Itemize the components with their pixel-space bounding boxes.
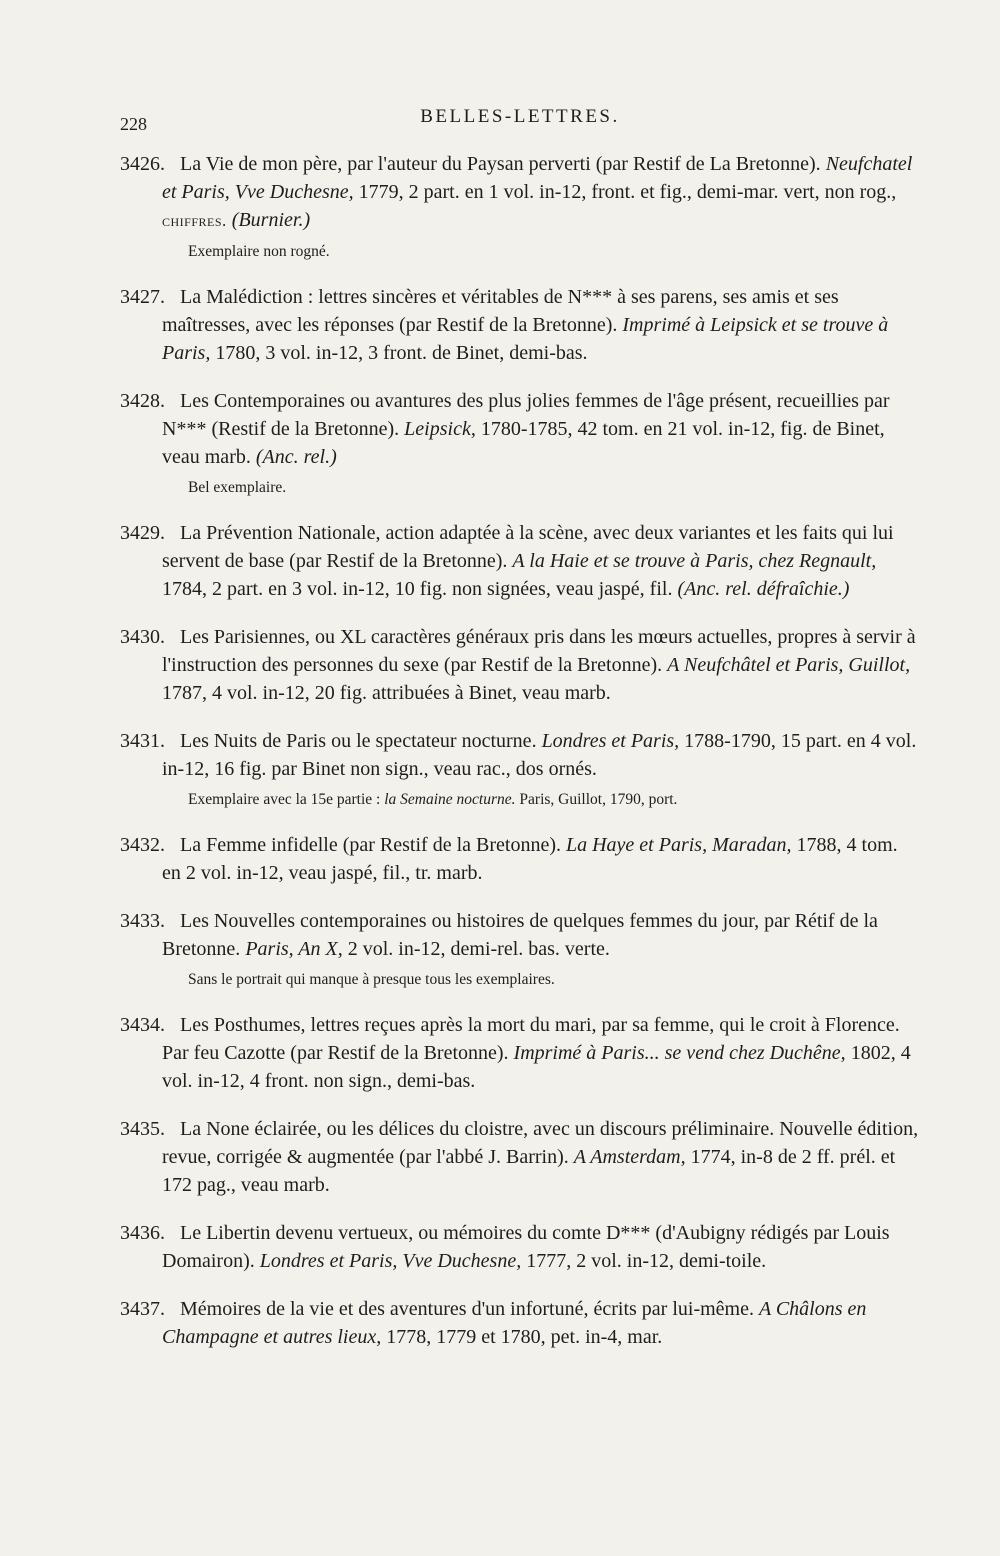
entry-text <box>120 831 920 887</box>
entry-description: 1788-1790, 15 part. en 4 vol. in-12, 16 fig. par Binet non sign., veau rac., dos ornés. <box>162 730 917 780</box>
entry-description: 1774, in-8 de 2 ff. prél. et 172 pag., veau marb. <box>162 1146 896 1196</box>
entry-description: 2 vol. in-12, demi-rel. bas. verte. <box>347 938 610 960</box>
catalogue-entry <box>120 1295 920 1351</box>
entry-imprint: A la Haie et se trouve à Paris, chez Regnault, <box>512 550 877 572</box>
entry-note: Bel exemplaire. <box>188 479 287 496</box>
entry-imprint: Londres et Paris, <box>541 730 680 752</box>
catalogue-entry <box>120 1011 920 1095</box>
entry-title: La Malédiction : lettres sincères et véritables de N*** à ses parens, ses amis et ses maîtresses, avec les réponses (par Restif de la Bretonne). <box>162 286 839 336</box>
page-header <box>120 100 920 140</box>
entry-title: La Prévention Nationale, action adaptée à la scène, avec deux variantes et les faits qui lui servent de base (par Restif de la Bretonne). <box>162 522 894 572</box>
entry-number: 3433. <box>120 910 165 932</box>
entry-number: 3432. <box>120 834 165 856</box>
entry-imprint: Londres et Paris, Vve Duchesne, <box>259 1250 522 1272</box>
entry-title: La Femme infidelle (par Restif de la Bretonne). <box>180 834 561 856</box>
entry-text <box>120 1219 920 1275</box>
entry-number: 3435. <box>120 1118 165 1140</box>
entry-description: 1780-1785, 42 tom. en 21 vol. in-12, fig. de Binet, veau marb. <box>162 418 885 468</box>
entry-provenance: (Burnier.) <box>231 209 311 231</box>
catalogue-entries <box>120 150 920 1351</box>
entry-title: Les Nouvelles contemporaines ou histoires de quelques femmes du jour, par Rétif de la Bretonne. <box>162 910 878 960</box>
entry-text <box>120 150 920 235</box>
entry-description: 1787, 4 vol. in-12, 20 fig. attribuées à Binet, veau marb. <box>162 682 611 704</box>
entry-description: 1784, 2 part. en 3 vol. in-12, 10 fig. non signées, veau jaspé, fil. <box>162 578 673 600</box>
entry-text <box>120 1115 920 1199</box>
catalogue-entry <box>120 907 920 991</box>
catalogue-entry <box>120 283 920 367</box>
page-number: 228 <box>120 114 147 134</box>
catalogue-entry <box>120 727 920 811</box>
entry-title: Les Nuits de Paris ou le spectateur nocturne. <box>180 730 537 752</box>
entry-imprint: Paris, An X, <box>245 938 343 960</box>
entry-title: Les Posthumes, lettres reçues après la mort du mari, par sa femme, qui le croit à Florence. Par feu Cazotte (par Restif de la Bretonne). <box>162 1014 900 1064</box>
entry-text <box>120 1295 920 1351</box>
entry-imprint: A Amsterdam, <box>573 1146 686 1168</box>
entry-number: 3427. <box>120 286 165 308</box>
entry-note: Sans le portrait qui manque à presque tous les exemplaires. <box>188 971 555 988</box>
catalogue-entry <box>120 519 920 603</box>
entry-imprint: Neufchatel et Paris, Vve Duchesne, <box>162 153 913 203</box>
entry-text <box>120 727 920 783</box>
entry-title: La None éclairée, ou les délices du cloistre, avec un discours préliminaire. Nouvelle édition, revue, corrigée & augmentée (par l'abbé J. Barrin). <box>162 1118 919 1168</box>
catalogue-entry <box>120 623 920 707</box>
entry-title: Les Contemporaines ou avantures des plus jolies femmes de l'âge présent, recueillies par N*** (Restif de la Bretonne). <box>162 390 890 440</box>
entry-text <box>120 519 920 603</box>
entry-number: 3437. <box>120 1298 165 1320</box>
catalogue-entry <box>120 387 920 499</box>
entry-imprint: Imprimé à Leipsick et se trouve à Paris, <box>162 314 889 364</box>
entry-title: Mémoires de la vie et des aventures d'un infortuné, écrits par lui-même. <box>180 1298 754 1320</box>
entry-text <box>120 283 920 367</box>
entry-number: 3426. <box>120 153 165 175</box>
entry-imprint: Leipsick, <box>404 418 476 440</box>
entry-number: 3431. <box>120 730 165 752</box>
entry-description: 1779, 2 part. en 1 vol. in-12, front. et fig., demi-mar. vert, non rog., <box>358 181 897 203</box>
entry-title: Les Parisiennes, ou XL caractères généraux pris dans les mœurs actuelles, propres à servir à l'instruction des personnes du sexe (par Restif de la Bretonne). <box>162 626 916 676</box>
note-text: Exemplaire avec la 15e partie : <box>188 791 381 808</box>
entry-text <box>120 387 920 471</box>
entry-note <box>188 789 920 811</box>
entry-imprint: Imprimé à Paris... se vend chez Duchêne, <box>513 1042 846 1064</box>
entry-note: Exemplaire non rogné. <box>188 243 330 260</box>
entry-number: 3429. <box>120 522 165 544</box>
catalogue-entry <box>120 150 920 263</box>
entry-imprint: A Châlons en Champagne et autres lieux, <box>162 1298 867 1348</box>
catalogue-entry <box>120 1219 920 1275</box>
catalogue-entry <box>120 1115 920 1199</box>
entry-number: 3436. <box>120 1222 165 1244</box>
entry-imprint: A Neufchâtel et Paris, Guillot, <box>667 654 911 676</box>
entry-number: 3428. <box>120 390 165 412</box>
entry-text <box>120 1011 920 1095</box>
entry-description: 1802, 4 vol. in-12, 4 front. non sign., demi-bas. <box>162 1042 911 1092</box>
entry-title: La Vie de mon père, par l'auteur du Paysan perverti (par Restif de La Bretonne). <box>180 153 821 175</box>
entry-number: 3430. <box>120 626 165 648</box>
entry-title: Le Libertin devenu vertueux, ou mémoires du comte D*** (d'Aubigny rédigés par Louis Domairon). <box>162 1222 890 1272</box>
entry-description: 1777, 2 vol. in-12, demi-toile. <box>526 1250 767 1272</box>
note-text: Paris, Guillot, 1790, port. <box>519 791 678 808</box>
entry-text <box>120 623 920 707</box>
entry-smallcaps: chiffres. <box>162 211 227 230</box>
entry-description: 1788, 4 tom. en 2 vol. in-12, veau jaspé, fil., tr. marb. <box>162 834 898 884</box>
entry-binding: (Anc. rel. défraîchie.) <box>677 578 850 600</box>
entry-number: 3434. <box>120 1014 165 1036</box>
entry-description: 1780, 3 vol. in-12, 3 front. de Binet, demi-bas. <box>215 342 588 364</box>
entry-text <box>120 907 920 963</box>
entry-binding: (Anc. rel.) <box>255 446 337 468</box>
entry-imprint: La Haye et Paris, Maradan, <box>565 834 792 856</box>
entry-description: 1778, 1779 et 1780, pet. in-4, mar. <box>386 1326 663 1348</box>
note-italic: la Semaine nocturne. <box>384 791 516 808</box>
running-title: BELLES-LETTRES. <box>420 106 620 127</box>
catalogue-entry <box>120 831 920 887</box>
